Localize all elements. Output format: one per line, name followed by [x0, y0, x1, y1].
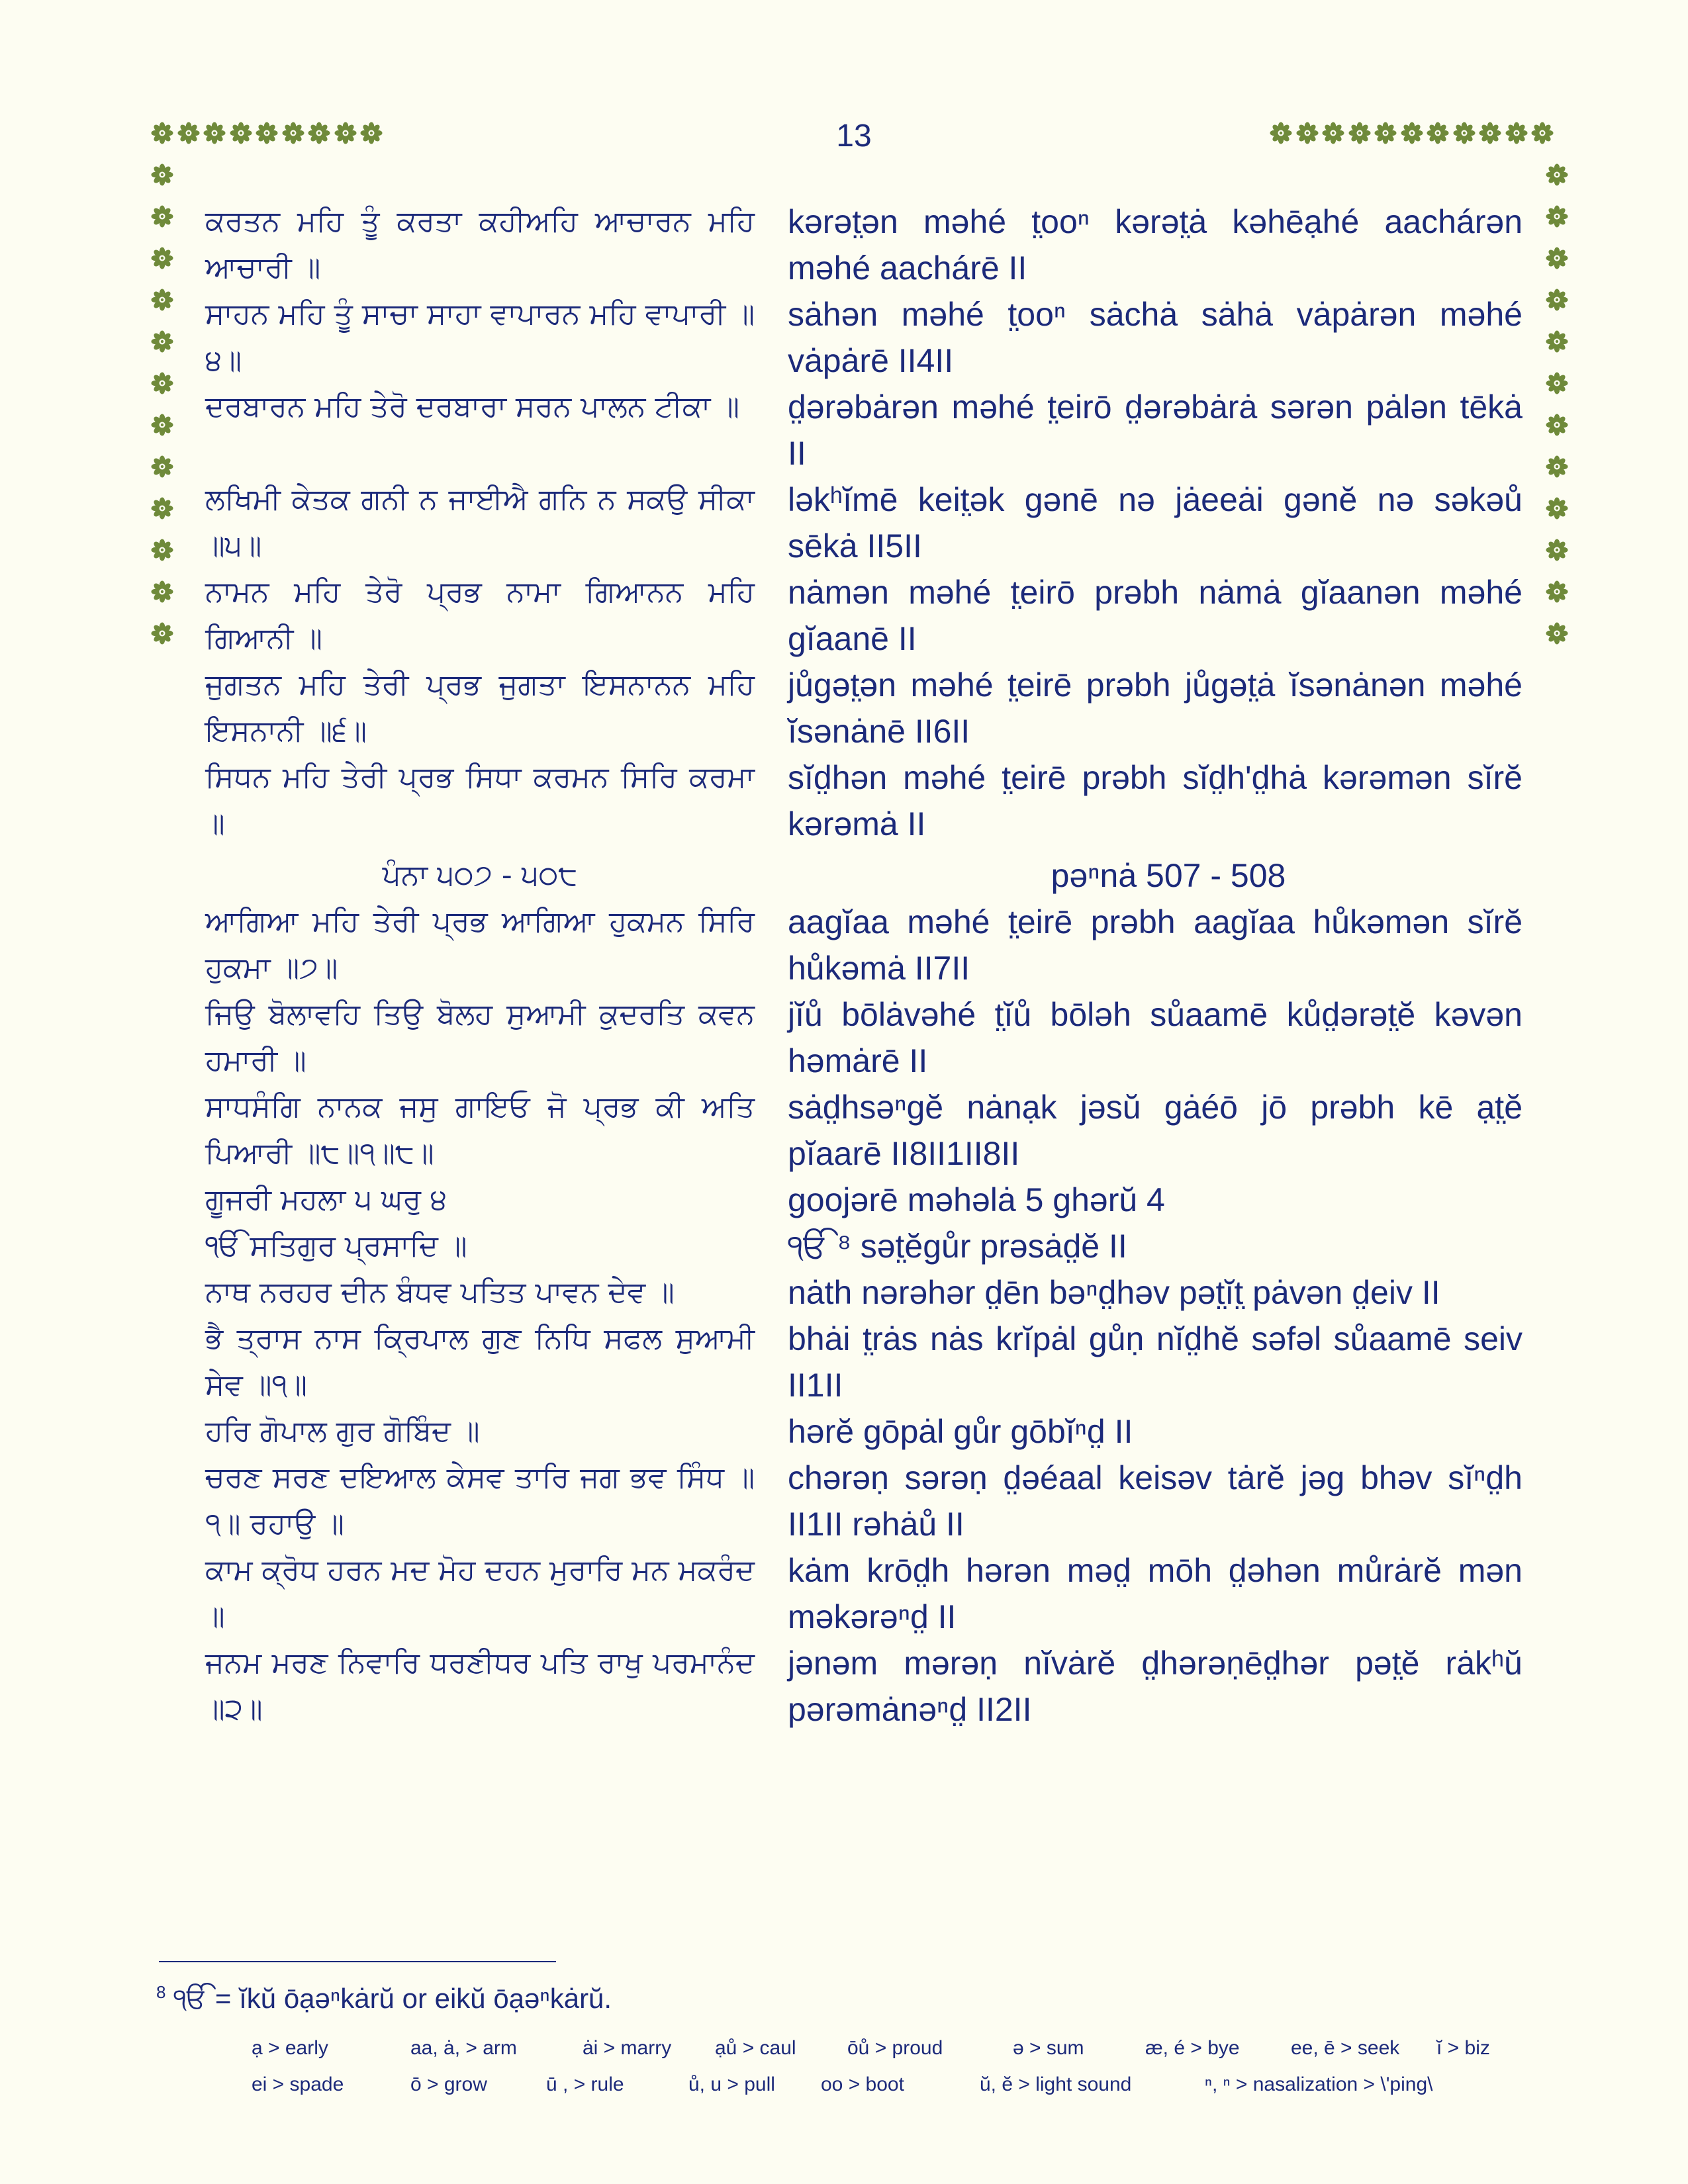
flower-ornament-icon [256, 122, 278, 144]
pronunciation-key-item: ōů > proud [847, 2037, 943, 2059]
gurmukhi-text: ਨਾਮਨ ਮਹਿ ਤੇਰੋ ਪ੍ਰਭ ਨਾਮਾ ਗਿਆਨਨ ਮਹਿ ਗਿਆਨੀ ॥ [205, 575, 755, 655]
footnote-mark: 8 [156, 1982, 166, 2002]
transliteration-text: kȧm krōd̤h hərən məd̤ mōh d̤əhən můrȧrĕ mən məkərəⁿd̤ II [788, 1552, 1523, 1635]
verse-row [205, 569, 1523, 662]
flower-ornament-icon [151, 414, 173, 436]
flower-ornament-icon [151, 289, 173, 311]
pronunciation-key-item: aa, ȧ, > arm [410, 2037, 517, 2059]
footnote-text: ੴ = ĭkŭ ōạəⁿkȧrŭ or eikŭ ōạəⁿkȧrŭ. [173, 1983, 612, 2014]
footnote [156, 1982, 1480, 2015]
pronunciation-key-item: ȧi > marry [583, 2037, 672, 2059]
transliteration-text: nȧmən məhé t̤eirō prəbh nȧmȧ gĭaanən məhé gĭaanē II [788, 574, 1523, 657]
pronunciation-key-item: ů, u > pull [688, 2073, 775, 2095]
transliteration-text: pəⁿnȧ 507 - 508 [1051, 857, 1286, 894]
verse-row [205, 477, 1523, 569]
verse-row [205, 1547, 1523, 1640]
flower-ornament-icon [1296, 122, 1319, 144]
verse-row [205, 899, 1523, 991]
flower-ornament-icon [1546, 330, 1568, 353]
verse-row [205, 199, 1523, 291]
flower-ornament-icon [308, 122, 330, 144]
flower-ornament-icon [360, 122, 383, 144]
transliteration-text: aagĭaa məhé t̤eirē prəbh aagĭaa hůkəmən sĭrĕ hůkəmȧ II7II [788, 903, 1523, 987]
verse-row [205, 1640, 1523, 1733]
flower-ornament-icon [151, 330, 173, 353]
flower-ornament-icon [1546, 497, 1568, 520]
flower-ornament-icon [230, 122, 252, 144]
verse-row [205, 662, 1523, 754]
flower-ornament-icon [1348, 122, 1371, 144]
gurmukhi-text: ਕਰਤਨ ਮਹਿ ਤੂੰ ਕਰਤਾ ਕਹੀਅਹਿ ਆਚਾਰਨ ਮਹਿ ਆਚਾਰੀ ॥ [205, 205, 755, 285]
flower-ornament-icon [151, 247, 173, 269]
transliteration-text: sȧd̤hsəⁿgĕ nȧnạk jəsŭ gȧéō jō prəbh kē ạt̤ĕ pĭaarē II8II1II8II [788, 1089, 1523, 1172]
pronunciation-key-item: ei > spade [252, 2073, 344, 2095]
pronunciation-key-item: ō > grow [410, 2073, 487, 2095]
gurmukhi-text: ਗੂਜਰੀ ਮਹਲਾ ੫ ਘਰੁ ੪ [205, 1183, 447, 1216]
gurmukhi-text: ਆਗਿਆ ਮਹਿ ਤੇਰੀ ਪ੍ਰਭ ਆਗਿਆ ਹੁਕਮਨ ਸਿਰਿ ਹੁਕਮਾ ॥੭॥ [205, 905, 755, 985]
transliteration-text: goojərē məhəlȧ 5 ghərŭ 4 [788, 1181, 1165, 1218]
flower-ornament-icon [1546, 289, 1568, 311]
gurmukhi-text: ਲਖਿਮੀ ਕੇਤਕ ਗਨੀ ਨ ਜਾਈਐ ਗਨਿ ਨ ਸਕਉ ਸੀਕਾ ॥੫॥ [205, 482, 755, 563]
flower-ornament-icon [151, 122, 173, 144]
flower-ornament-icon [1546, 580, 1568, 603]
flower-ornament-icon [1453, 122, 1476, 144]
flower-ornament-icon [1546, 539, 1568, 561]
gurmukhi-text: ਜੁਗਤਨ ਮਹਿ ਤੇਰੀ ਪ੍ਰਭ ਜੁਗਤਾ ਇਸਨਾਨਨ ਮਹਿ ਇਸਨਾਨੀ ॥੬॥ [205, 668, 755, 748]
pronunciation-key-item: ee, ē > seek [1291, 2037, 1400, 2059]
transliteration-text: hərĕ gōpȧl gůr gōbĭⁿd̤ II [788, 1413, 1133, 1450]
flower-ornament-icon [1546, 372, 1568, 394]
footnote-divider [159, 1961, 556, 1962]
gurmukhi-text: ਸਾਹਨ ਮਹਿ ਤੂੰ ਸਾਚਾ ਸਾਹਾ ਵਾਪਾਰਨ ਮਹਿ ਵਾਪਾਰੀ ॥੪॥ [205, 297, 755, 377]
transliteration-text: ੴ ⁸ sət̤ĕgůr prəsȧd̤ĕ II [788, 1228, 1127, 1265]
flower-ornament-icon [334, 122, 357, 144]
pronunciation-key-item: ū , > rule [546, 2073, 624, 2095]
flower-ornament-icon [177, 122, 200, 144]
pronunciation-key-item: æ, é > bye [1145, 2037, 1240, 2059]
flower-ornament-icon [151, 205, 173, 228]
flower-ornament-icon [1546, 247, 1568, 269]
gurmukhi-text: ਕਾਮ ਕ੍ਰੋਧ ਹਰਨ ਮਦ ਮੋਹ ਦਹਨ ਮੁਰਾਰਿ ਮਨ ਮਕਰੰਦ ॥ [205, 1553, 755, 1633]
verse-row [205, 291, 1523, 384]
gurmukhi-text: ਸਾਧਸੰਗਿ ਨਾਨਕ ਜਸੁ ਗਾਇਓ ਜੋ ਪ੍ਰਭ ਕੀ ਅਤਿ ਪਿਆਰੀ ॥੮॥੧॥੮॥ [205, 1090, 755, 1170]
pronunciation-key-item: ĭ > biz [1436, 2037, 1490, 2059]
flower-ornament-icon [1270, 122, 1292, 144]
gurmukhi-text: ੴ ਸਤਿਗੁਰ ਪ੍ਰਸਾਦਿ ॥ [205, 1229, 467, 1263]
flower-ornament-icon [1401, 122, 1423, 144]
transliteration-text: d̤ərəbȧrən məhé t̤eirō d̤ərəbȧrȧ sərən pȧlən tēkȧ II [788, 388, 1523, 472]
verse-row [205, 754, 1523, 847]
gurmukhi-text: ਚਰਣ ਸਰਣ ਦਇਆਲ ਕੇਸਵ ਤਾਰਿ ਜਗ ਭਵ ਸਿੰਧ ॥੧॥ ਰਹਾਉ ॥ [205, 1461, 755, 1541]
flower-ornament-icon [151, 372, 173, 394]
transliteration-text: ləkʰĭmē keit̤ək gənē nə jȧeeȧi gənĕ nə səkəů sēkȧ II5II [788, 481, 1523, 565]
flower-ornament-icon [1546, 163, 1568, 186]
flower-ornament-icon [1322, 122, 1344, 144]
page-reference-row [205, 852, 1523, 899]
verse-row [205, 1177, 1523, 1223]
flower-ornament-icon [1546, 455, 1568, 478]
gurmukhi-text: ਜਨਮ ਮਰਣ ਨਿਵਾਰਿ ਧਰਣੀਧਰ ਪਤਿ ਰਾਖੁ ਪਰਮਾਨੰਦ ॥੨॥ [205, 1646, 755, 1726]
gurmukhi-text: ਨਾਥ ਨਰਹਰ ਦੀਨ ਬੰਧਵ ਪਤਿਤ ਪਾਵਨ ਦੇਵ ॥ [205, 1275, 675, 1309]
verse-row [205, 1455, 1523, 1547]
verse-row [205, 384, 1523, 477]
verse-row [205, 1269, 1523, 1316]
verse-table [205, 199, 1523, 1733]
verse-row [205, 1223, 1523, 1269]
verse-row [205, 991, 1523, 1084]
pronunciation-key-item: ə > sum [1013, 2037, 1084, 2059]
pronunciation-key-item: ạů > caul [715, 2037, 796, 2059]
transliteration-text: bhȧi t̤rȧs nȧs krĭpȧl gůṇ nĭd̤hĕ səfəl sůaamē seiv II1II [788, 1320, 1523, 1404]
flower-ornament-icon [151, 580, 173, 603]
flower-ornament-icon [1479, 122, 1501, 144]
gurmukhi-text: ਹਰਿ ਗੋਪਾਲ ਗੁਰ ਗੋਬਿੰਦ ॥ [205, 1414, 480, 1448]
flower-ornament-icon [1531, 122, 1554, 144]
flower-ornament-icon [1546, 414, 1568, 436]
transliteration-text: sȧhən məhé t̤ooⁿ sȧchȧ sȧhȧ vȧpȧrən məhé vȧpȧrē II4II [788, 296, 1523, 379]
verse-row [205, 1408, 1523, 1455]
gurmukhi-text: ਜਿਉ ਬੋਲਾਵਹਿ ਤਿਉ ਬੋਲਹ ਸੁਆਮੀ ਕੁਦਰਤਿ ਕਵਨ ਹਮਾਰੀ ॥ [205, 997, 755, 1077]
gurmukhi-text: ਪੰਨਾ ੫੦੭ - ੫੦੮ [382, 858, 578, 892]
flower-ornament-icon [151, 539, 173, 561]
transliteration-text: jənəm mərəṇ nĭvȧrĕ d̤hərəṇēd̤hər pət̤ĕ rȧkʰŭ pərəmȧnəⁿd̤ II2II [788, 1645, 1523, 1728]
flower-ornament-icon [1427, 122, 1449, 144]
verse-row [205, 1316, 1523, 1408]
transliteration-text: chərəṇ sərəṇ d̤əéaal keisəv tȧrĕ jəg bhəv sĭⁿd̤h II1II rəhȧů II [788, 1459, 1523, 1543]
transliteration-text: sĭd̤hən məhé t̤eirē prəbh sĭd̤h'd̤hȧ kərəmən sĭrĕ kərəmȧ II [788, 759, 1523, 842]
transliteration-text: jĭů bōlȧvəhé t̤ĭů bōləh sůaamē kůd̤ərət̤ĕ kəvən həmȧrē II [788, 996, 1523, 1079]
flower-ornament-icon [1546, 205, 1568, 228]
flower-ornament-icon [151, 455, 173, 478]
pronunciation-key-item: ⁿ, ⁿ > nasalization > \'ping\ [1205, 2073, 1433, 2095]
page-number: 13 [836, 118, 872, 154]
pronunciation-key-item: oo > boot [821, 2073, 904, 2095]
flower-ornament-icon [282, 122, 305, 144]
verse-row [205, 1084, 1523, 1177]
flower-ornament-icon [1374, 122, 1397, 144]
transliteration-text: jůgət̤ən məhé t̤eirē prəbh jůgət̤ȧ ĭsənȧnən məhé ĭsənȧnē II6II [788, 666, 1523, 750]
flower-ornament-icon [1505, 122, 1528, 144]
flower-ornament-icon [151, 622, 173, 645]
flower-ornament-icon [1546, 622, 1568, 645]
transliteration-text: kərət̤ən məhé t̤ooⁿ kərət̤ȧ kəhēạhé aachárən məhé aachárē II [788, 203, 1523, 287]
transliteration-text: nȧth nərəhər d̤ēn bəⁿd̤həv pət̤ĭt̤ pȧvən d̤eiv II [788, 1274, 1440, 1311]
pronunciation-key-item: ạ > early [252, 2037, 328, 2059]
flower-ornament-icon [151, 163, 173, 186]
gurmukhi-text: ਸਿਧਨ ਮਹਿ ਤੇਰੀ ਪ੍ਰਭ ਸਿਧਾ ਕਰਮਨ ਸਿਰਿ ਕਰਮਾ ॥ [205, 760, 755, 841]
flower-ornament-icon [203, 122, 226, 144]
flower-ornament-icon [151, 497, 173, 520]
gurmukhi-text: ਭੈ ਤ੍ਰਾਸ ਨਾਸ ਕ੍ਰਿਪਾਲ ਗੁਣ ਨਿਧਿ ਸਫਲ ਸੁਆਮੀ ਸੇਵ ॥੧॥ [205, 1322, 755, 1402]
gurmukhi-text: ਦਰਬਾਰਨ ਮਹਿ ਤੇਰੋ ਦਰਬਾਰਾ ਸਰਨ ਪਾਲਨ ਟੀਕਾ ॥ [205, 390, 740, 424]
pronunciation-key-item: ŭ, ĕ > light sound [980, 2073, 1132, 2095]
